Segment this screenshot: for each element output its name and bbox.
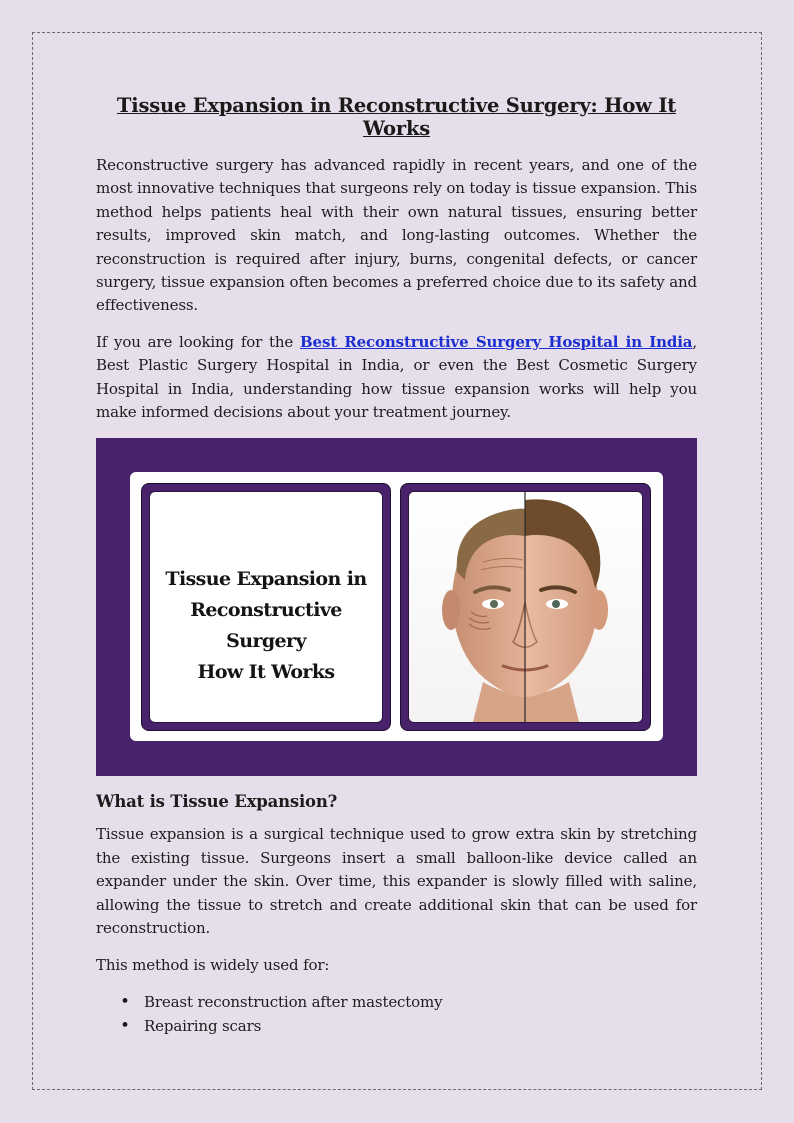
banner-title-card <box>141 483 391 731</box>
list-item: • Breast reconstruction after mastectomy <box>144 990 697 1014</box>
banner-photo-card <box>400 483 651 731</box>
page-title: Tissue Expansion in Reconstructive Surgery: How It Works <box>116 94 677 140</box>
uses-list <box>96 990 697 1038</box>
section-paragraph: Tissue expansion is a surgical technique used to grow extra skin by stretching the existing tissue. Surgeons insert a small balloon-like device called an expander under the skin. Over time, this expander is slowly filled with saline, allowing the tissue to stretch and create additional skin that can be used for reconstruction. <box>96 825 697 938</box>
before-after-face-photo <box>408 491 643 723</box>
intro-paragraph: Reconstructive surgery has advanced rapidly in recent years, and one of the most innovative techniques that surgeons rely on today is tissue expansion. This method helps patients heal with their own natural tissues, ensuring better results, improved skin match, and long-lasting outcomes. Whether the reconstruction is required after injury, burns, congenital defects, or cancer surgery, tissue expansion often becomes a preferred choice due to its safety and effectiveness. <box>96 156 697 315</box>
banner-title-panel <box>149 491 383 723</box>
banner-title <box>150 564 382 688</box>
section-heading: What is Tissue Expansion? <box>96 792 338 812</box>
list-intro: This method is widely used for: <box>96 955 330 974</box>
list-item: • Repairing scars <box>144 1014 697 1038</box>
face-illustration <box>409 492 642 722</box>
paragraph-text-after-link: , Best Plastic Surgery Hospital in India, or even the Best Cosmetic Surgery Hospital in India, understanding how tissue expansion works will help you make informed decisions about your treatment journey. <box>96 332 697 422</box>
document-body <box>96 94 697 1038</box>
best-reconstructive-surgery-hospital-link[interactable]: Best Reconstructive Surgery Hospital in India <box>300 332 693 351</box>
banner-title-line: Reconstructive Surgery <box>190 599 342 653</box>
banner-title-line: Tissue Expansion in <box>165 568 367 591</box>
hospital-paragraph <box>96 331 697 425</box>
paragraph-text-before-link: If you are looking for the <box>96 332 301 351</box>
banner-title-line: How It Works <box>197 661 335 684</box>
article-banner-image <box>96 438 697 776</box>
banner-inner-frame <box>130 472 663 741</box>
